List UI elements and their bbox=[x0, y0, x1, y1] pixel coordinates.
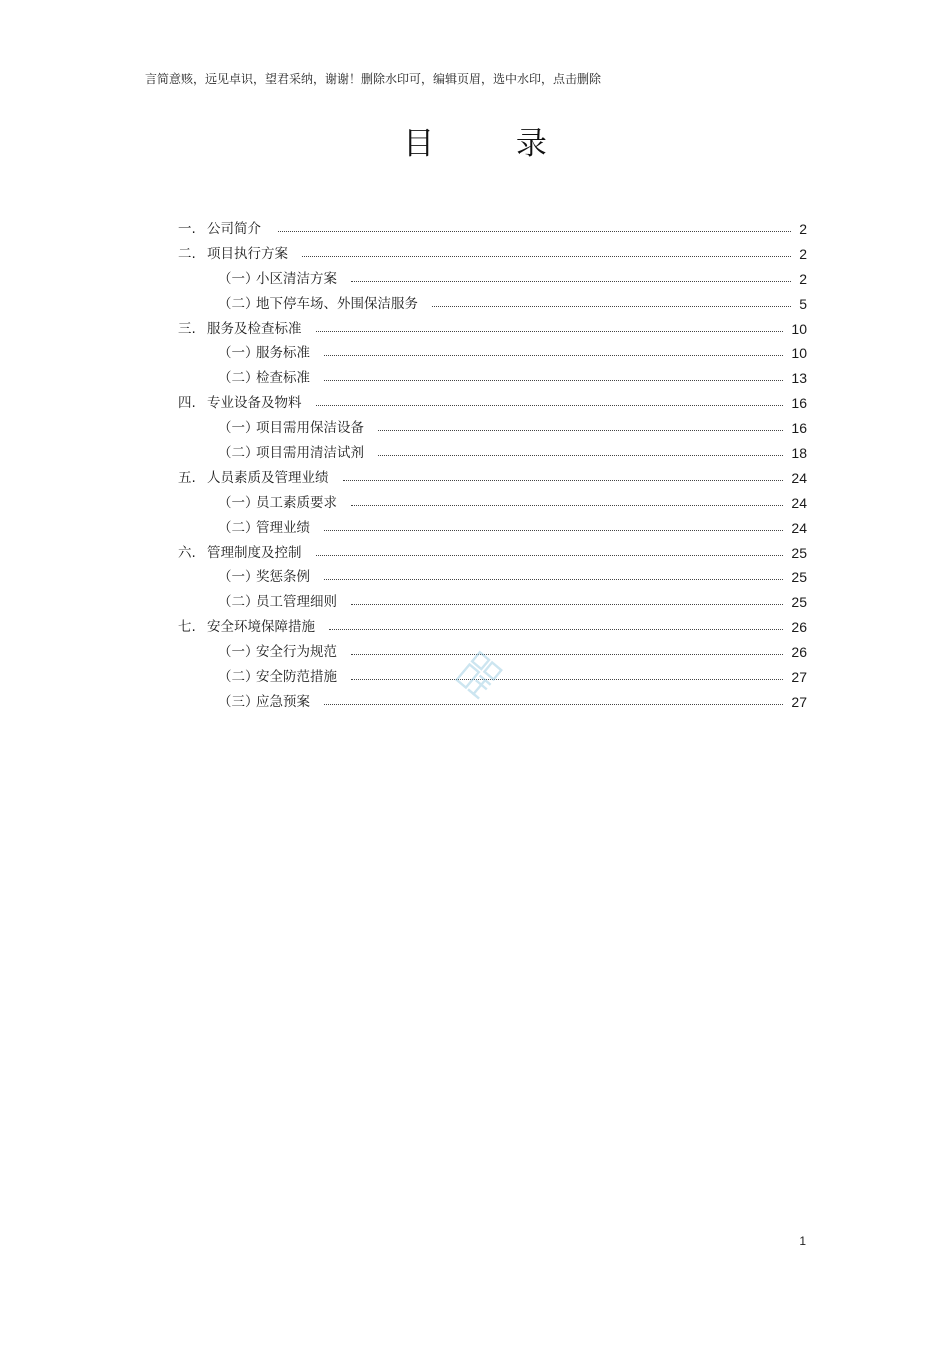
toc-entry-label: 项目需用清洁试剂 bbox=[256, 445, 364, 462]
toc-entry[interactable] bbox=[0, 541, 950, 566]
toc-entry-number: 五. bbox=[178, 469, 196, 486]
toc-dot-leader bbox=[432, 306, 791, 307]
toc-entry-number: （一） bbox=[218, 569, 259, 586]
toc-dot-leader bbox=[278, 231, 791, 232]
toc-entry-label: 服务及检查标准 bbox=[207, 320, 302, 337]
page-title: 目 录 bbox=[403, 126, 583, 162]
toc-entry-page: 18 bbox=[791, 445, 807, 462]
toc-dot-leader bbox=[351, 604, 783, 605]
toc-entry-page: 26 bbox=[791, 619, 807, 636]
toc-dot-leader bbox=[351, 281, 791, 282]
toc-entry[interactable] bbox=[0, 466, 950, 491]
toc-entry-number: 一. bbox=[178, 221, 196, 237]
toc-entry-number: （一） bbox=[218, 420, 259, 437]
toc-entry-label: 奖惩条例 bbox=[256, 569, 310, 586]
toc-entry-label: 管理业绩 bbox=[256, 519, 310, 536]
table-of-contents bbox=[0, 217, 950, 715]
toc-entry[interactable] bbox=[0, 217, 950, 242]
toc-entry[interactable] bbox=[0, 590, 950, 615]
toc-entry[interactable] bbox=[0, 366, 950, 391]
toc-entry-number: （二） bbox=[218, 295, 259, 312]
toc-entry-number: （二） bbox=[218, 594, 259, 611]
toc-entry-label: 安全行为规范 bbox=[256, 644, 337, 661]
toc-entry-page: 2 bbox=[799, 221, 807, 237]
toc-entry-label: 项目需用保洁设备 bbox=[256, 420, 364, 437]
toc-dot-leader bbox=[324, 704, 783, 705]
toc-entry-page: 16 bbox=[791, 395, 807, 412]
toc-entry-number: （二） bbox=[218, 445, 259, 462]
toc-entry-label: 员工素质要求 bbox=[256, 494, 337, 511]
toc-dot-leader bbox=[343, 480, 784, 481]
toc-entry-label: 检查标准 bbox=[256, 370, 310, 387]
toc-entry-label: 地下停车场、外围保洁服务 bbox=[256, 295, 418, 312]
toc-dot-leader bbox=[378, 430, 783, 431]
toc-entry-number: （一） bbox=[218, 494, 259, 511]
toc-dot-leader bbox=[324, 355, 783, 356]
toc-entry-number: （三） bbox=[218, 693, 259, 710]
toc-dot-leader bbox=[329, 629, 783, 630]
toc-entry-number: （二） bbox=[218, 669, 259, 686]
toc-entry-label: 安全环境保障措施 bbox=[207, 619, 315, 636]
toc-dot-leader bbox=[351, 505, 783, 506]
toc-entry-page: 2 bbox=[799, 270, 807, 287]
watermark-logo-icon-graphic bbox=[451, 647, 507, 703]
toc-entry[interactable] bbox=[0, 242, 950, 267]
toc-entry-number: （二） bbox=[218, 519, 259, 536]
header-note: 言简意赅，远见卓识，望君采纳，谢谢！删除水印可，编辑页眉，选中水印，点击删除 bbox=[145, 72, 602, 86]
toc-entry-number: 四. bbox=[178, 395, 196, 412]
toc-dot-leader bbox=[316, 555, 784, 556]
toc-entry[interactable] bbox=[0, 615, 950, 640]
toc-entry-label: 服务标准 bbox=[256, 345, 310, 362]
toc-entry-label: 公司简介 bbox=[207, 221, 261, 237]
toc-dot-leader bbox=[316, 405, 784, 406]
toc-entry-page: 24 bbox=[791, 494, 807, 511]
toc-entry-page: 27 bbox=[791, 669, 807, 686]
page-number: 1 bbox=[799, 1234, 806, 1248]
toc-dot-leader bbox=[324, 579, 783, 580]
toc-entry-page: 10 bbox=[791, 320, 807, 337]
toc-entry[interactable] bbox=[0, 416, 950, 441]
toc-entry-number: 六. bbox=[178, 544, 196, 561]
toc-entry[interactable] bbox=[0, 441, 950, 466]
toc-entry-page: 2 bbox=[799, 245, 807, 262]
toc-entry-label: 员工管理细则 bbox=[256, 594, 337, 611]
toc-entry-number: （一） bbox=[218, 270, 259, 287]
toc-entry[interactable] bbox=[0, 292, 950, 317]
toc-entry-page: 10 bbox=[791, 345, 807, 362]
toc-entry-page: 25 bbox=[791, 569, 807, 586]
toc-entry[interactable] bbox=[0, 317, 950, 342]
toc-entry-label: 人员素质及管理业绩 bbox=[207, 469, 329, 486]
toc-dot-leader bbox=[316, 331, 784, 332]
toc-entry-page: 27 bbox=[791, 693, 807, 710]
toc-entry-page: 16 bbox=[791, 420, 807, 437]
toc-entry-number: 三. bbox=[178, 320, 196, 337]
toc-entry[interactable] bbox=[0, 341, 950, 366]
toc-entry-number: （一） bbox=[218, 345, 259, 362]
toc-dot-leader bbox=[324, 380, 783, 381]
toc-entry-page: 5 bbox=[799, 295, 807, 312]
toc-entry-page: 26 bbox=[791, 644, 807, 661]
toc-entry-number: 七. bbox=[178, 619, 196, 636]
toc-entry-label: 安全防范措施 bbox=[256, 669, 337, 686]
toc-entry-page: 13 bbox=[791, 370, 807, 387]
toc-entry[interactable] bbox=[0, 391, 950, 416]
toc-entry-label: 专业设备及物料 bbox=[207, 395, 302, 412]
toc-entry-label: 管理制度及控制 bbox=[207, 544, 302, 561]
toc-dot-leader bbox=[378, 455, 783, 456]
toc-entry-label: 应急预案 bbox=[256, 693, 310, 710]
toc-dot-leader bbox=[302, 256, 791, 257]
toc-entry-page: 25 bbox=[791, 544, 807, 561]
toc-dot-leader bbox=[324, 530, 783, 531]
toc-dot-leader bbox=[351, 679, 783, 680]
toc-entry-number: 二. bbox=[178, 245, 196, 262]
toc-entry[interactable] bbox=[0, 491, 950, 516]
toc-entry-label: 项目执行方案 bbox=[207, 245, 288, 262]
toc-dot-leader bbox=[351, 654, 783, 655]
toc-entry-number: （一） bbox=[218, 644, 259, 661]
toc-entry-page: 24 bbox=[791, 519, 807, 536]
toc-entry-page: 24 bbox=[791, 469, 807, 486]
toc-entry[interactable] bbox=[0, 267, 950, 292]
watermark-logo-icon[interactable] bbox=[451, 647, 507, 703]
toc-entry-page: 25 bbox=[791, 594, 807, 611]
toc-entry-number: （二） bbox=[218, 370, 259, 387]
toc-entry[interactable] bbox=[0, 516, 950, 541]
toc-entry-label: 小区清洁方案 bbox=[256, 270, 337, 287]
toc-entry[interactable] bbox=[0, 565, 950, 590]
